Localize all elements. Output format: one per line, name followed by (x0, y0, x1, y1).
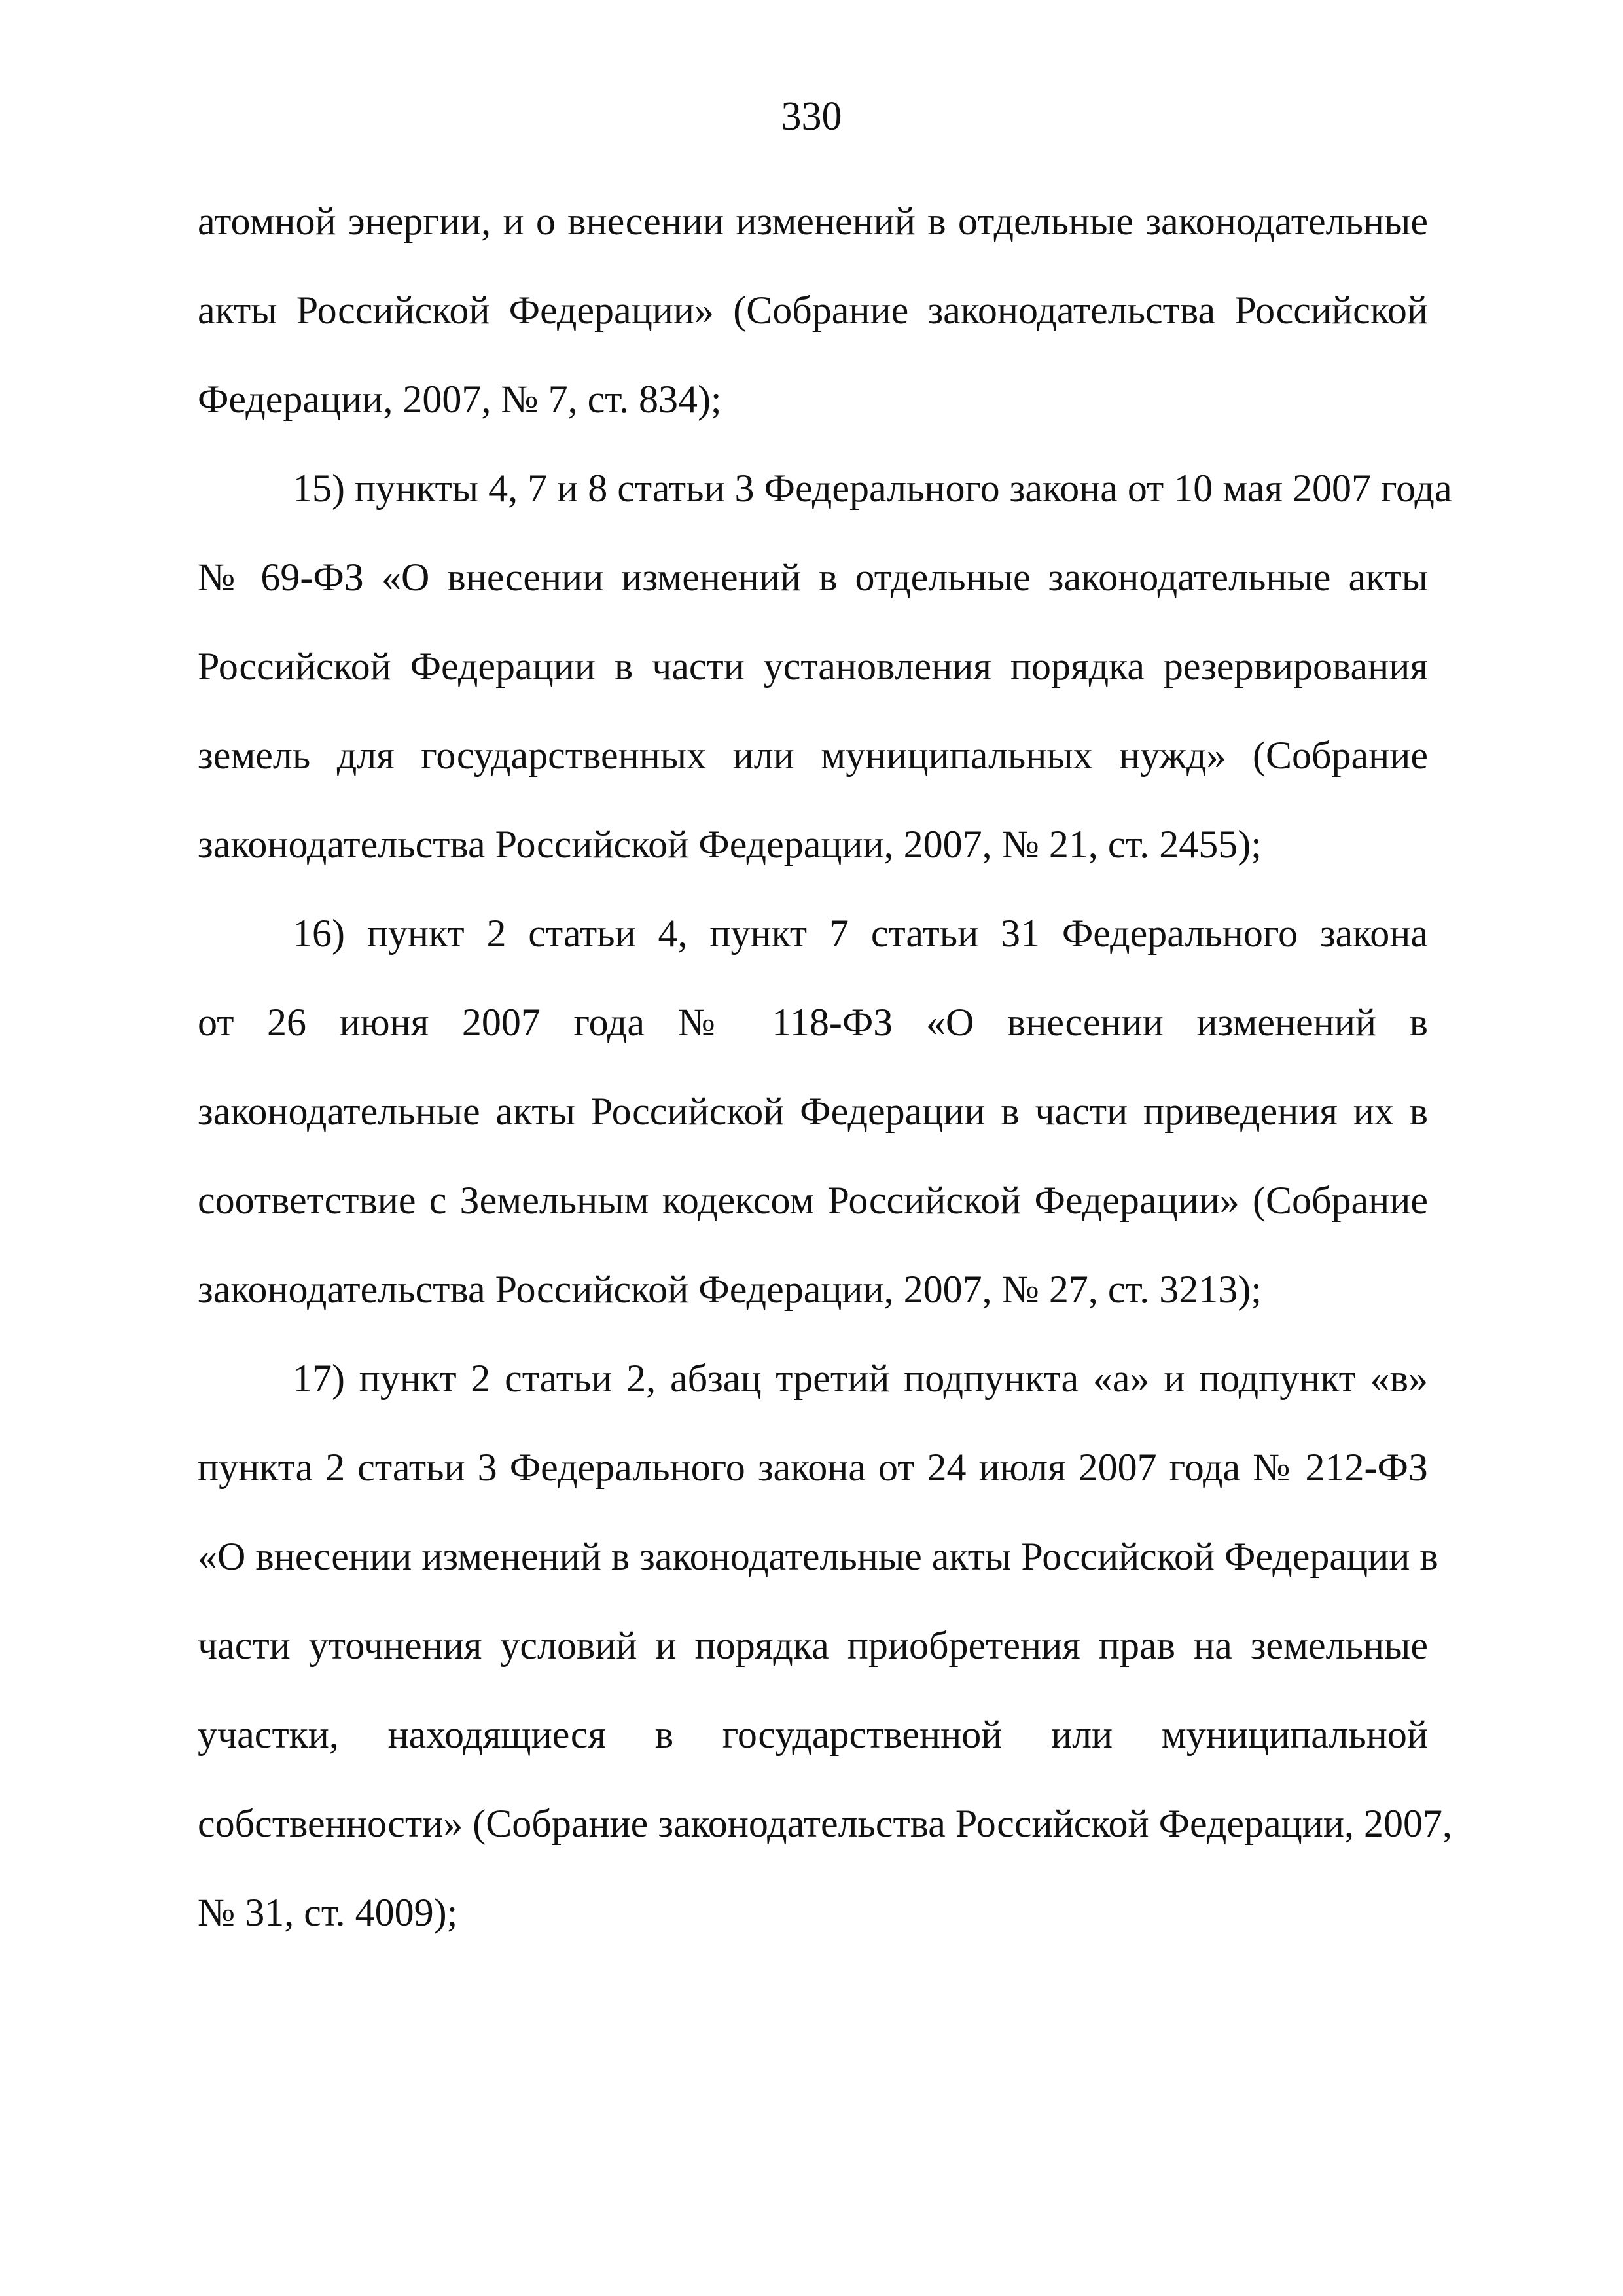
paragraph-item-16 (198, 889, 1428, 1334)
text-line: от 26 июня 2007 года № 118-ФЗ «О внесении изменений в (198, 1001, 1428, 1044)
text-line: 15) пункты 4, 7 и 8 статьи 3 Федерального закона от 10 мая 2007 года (293, 467, 1452, 510)
text-line: «О внесении изменений в законодательные акты Российской Федерации в (198, 1535, 1438, 1578)
text-line: Российской Федерации в части установления порядка резервирования (198, 645, 1428, 688)
text-line: пункта 2 статьи 3 Федерального закона от 24 июля 2007 года № 212-ФЗ (198, 1446, 1428, 1489)
text-line: Федерации, 2007, № 7, ст. 834); (198, 378, 722, 421)
text-line: атомной энергии, и о внесении изменений в отдельные законодательные (198, 200, 1428, 243)
text-line: собственности» (Собрание законодательства Российской Федерации, 2007, (198, 1802, 1452, 1845)
text-line: соответствие с Земельным кодексом Российской Федерации» (Собрание (198, 1179, 1428, 1222)
paragraph-continuation (198, 177, 1428, 444)
paragraph-item-15 (198, 444, 1452, 889)
paragraph-item-17 (198, 1334, 1452, 1957)
text-line: № 31, ст. 4009); (198, 1891, 458, 1934)
document-body (198, 177, 1452, 1957)
text-line: акты Российской Федерации» (Собрание законодательства Российской (198, 289, 1428, 332)
text-line: участки, находящиеся в государственной или муниципальной (198, 1713, 1428, 1756)
text-line: части уточнения условий и порядка приобретения прав на земельные (198, 1624, 1428, 1667)
text-line: законодательства Российской Федерации, 2007, № 21, ст. 2455); (198, 823, 1262, 866)
text-line: 16) пункт 2 статьи 4, пункт 7 статьи 31 Федерального закона (293, 912, 1428, 955)
text-line: законодательные акты Российской Федерации в части приведения их в (198, 1090, 1428, 1133)
text-line: № 69-ФЗ «О внесении изменений в отдельные законодательные акты (198, 556, 1428, 599)
text-line: законодательства Российской Федерации, 2007, № 27, ст. 3213); (198, 1268, 1262, 1311)
page-number: 330 (781, 94, 842, 139)
text-line: земель для государственных или муниципальных нужд» (Собрание (198, 734, 1428, 777)
text-line: 17) пункт 2 статьи 2, абзац третий подпункта «а» и подпункт «в» (293, 1357, 1428, 1400)
